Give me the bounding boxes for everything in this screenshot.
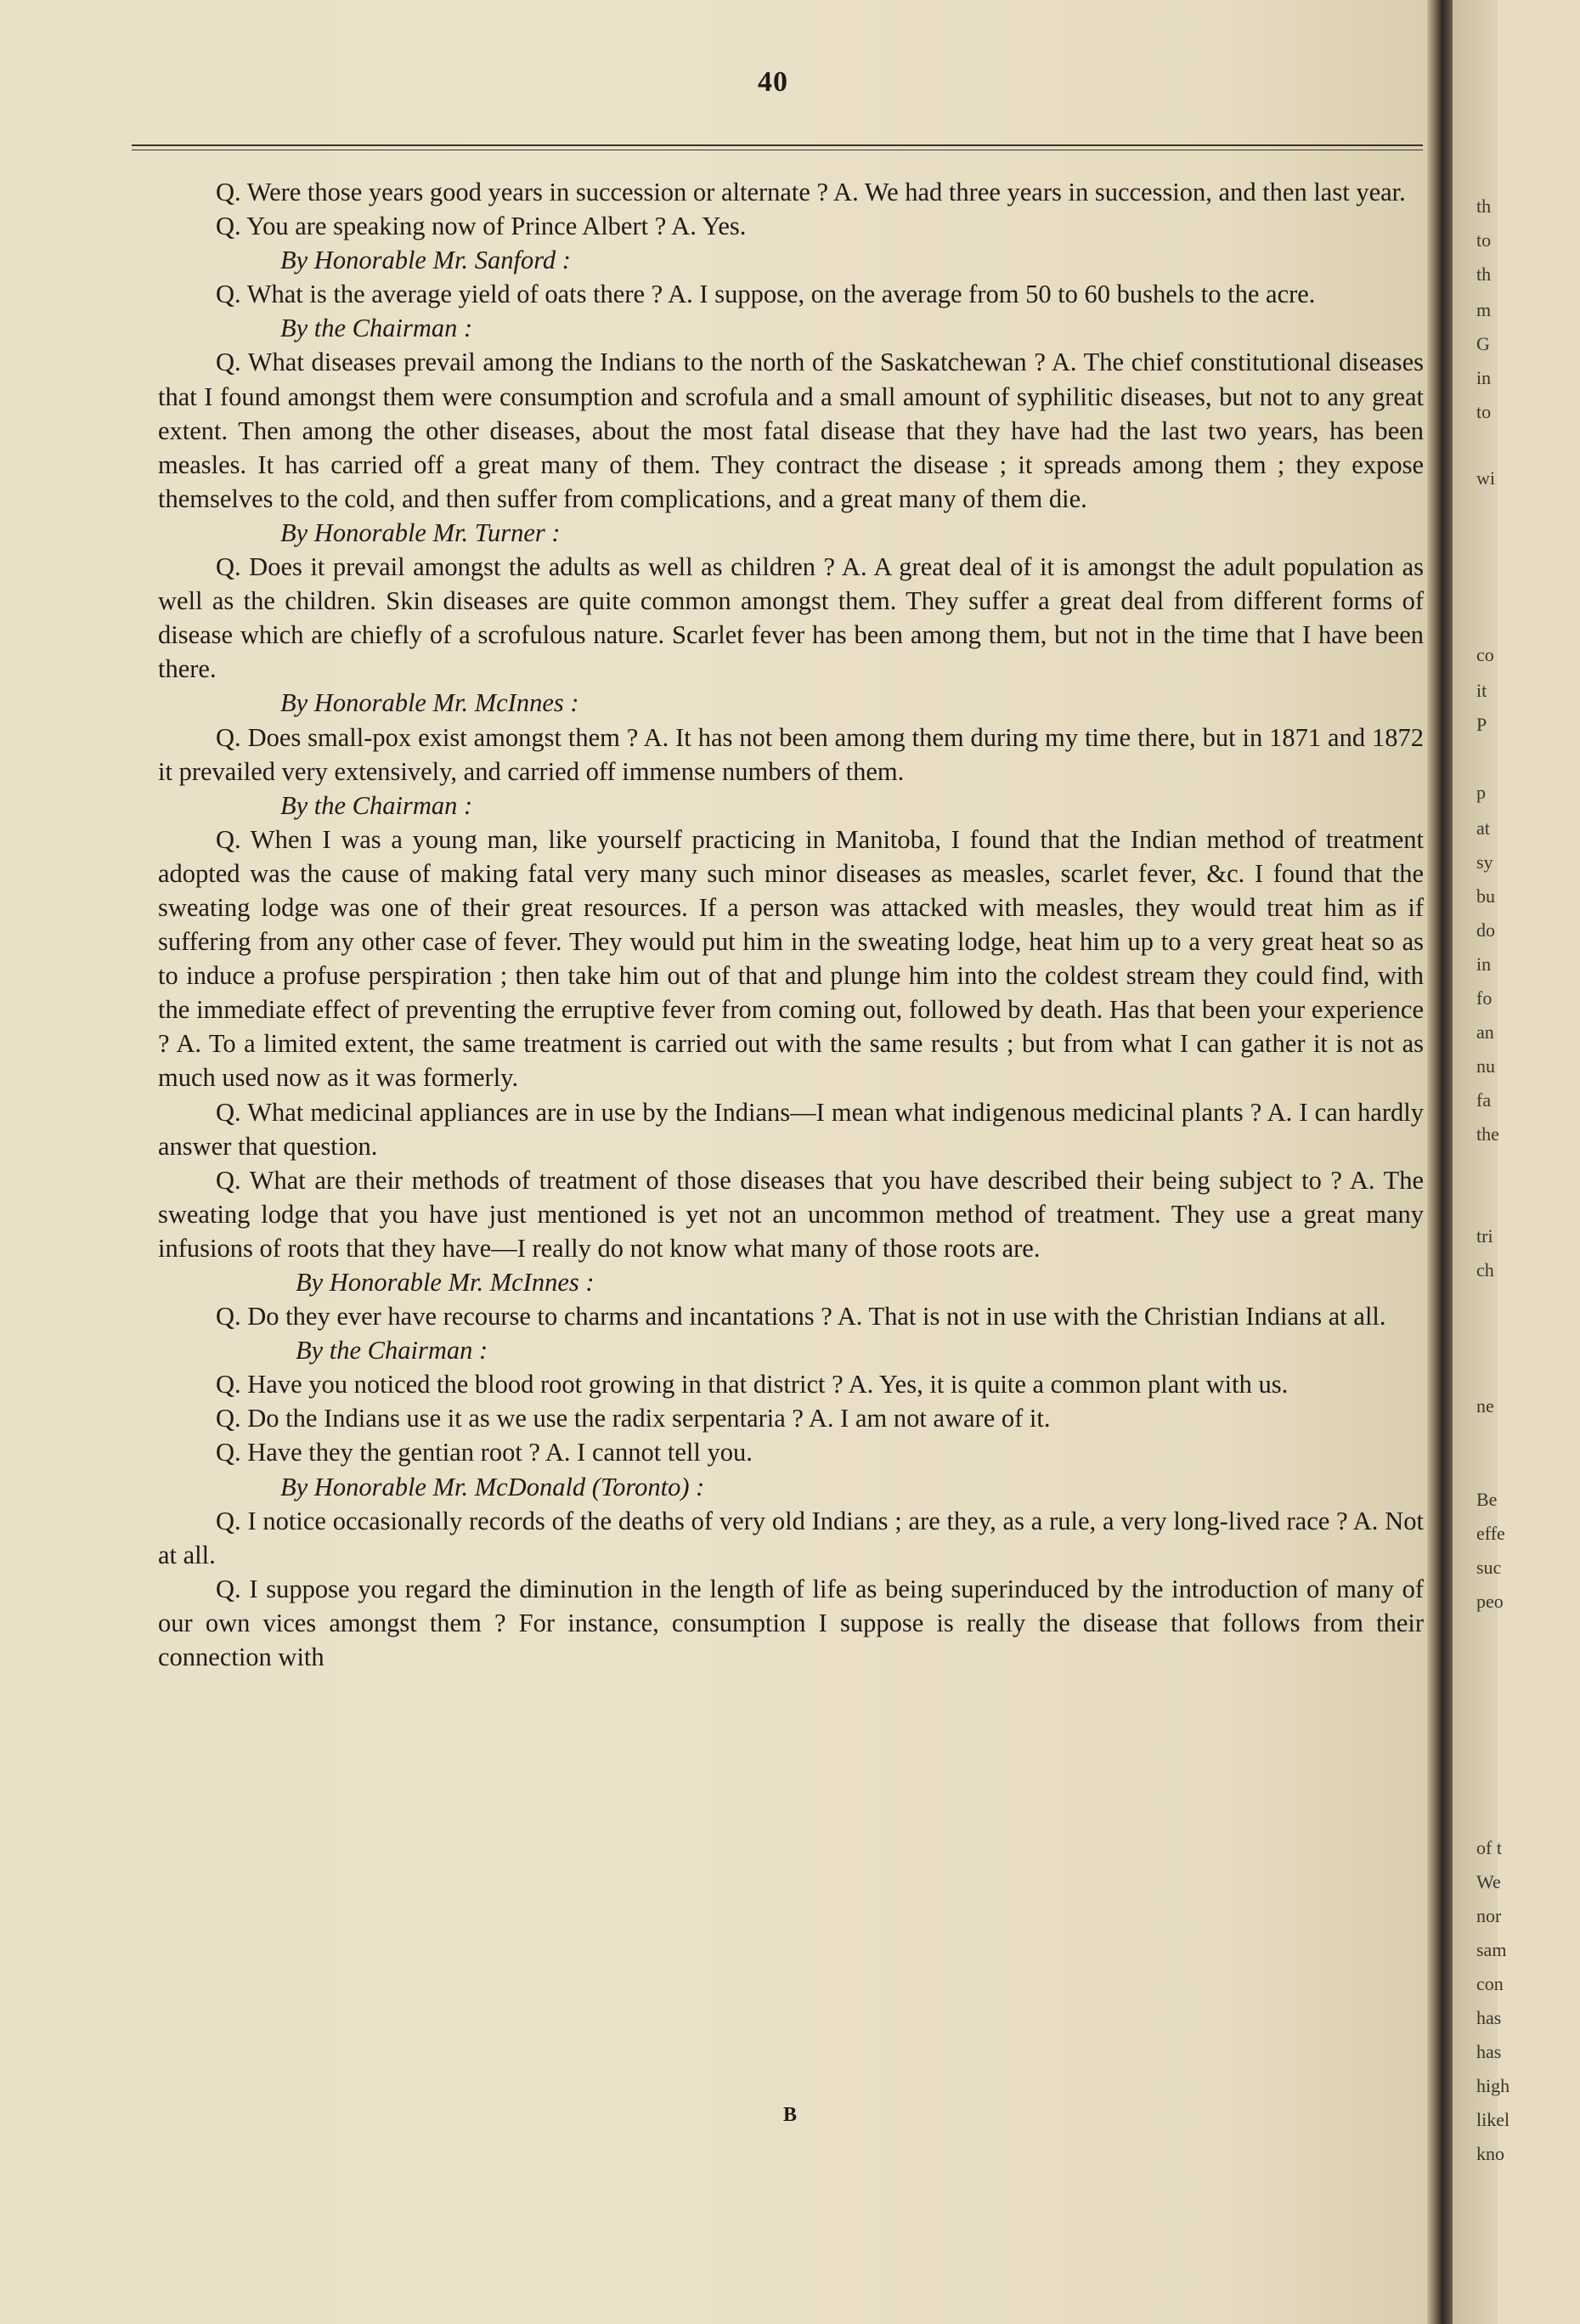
- adjacent-page-fragment: to: [1476, 229, 1492, 251]
- question-paragraph: Q. I suppose you regard the diminution in the length of life as being superinduced by the introduction of many of our own vices amongst them ? For instance, consumption I suppose is really the disease that follows from their connection with: [158, 1574, 1424, 1672]
- adjacent-page-fragment: co: [1476, 644, 1494, 665]
- question-paragraph: Q. You are speaking now of Prince Albert ? A. Yes.: [216, 212, 747, 241]
- adjacent-page-fragment: con: [1476, 1973, 1504, 1994]
- speaker-heading: By Honorable Mr. McInnes :: [280, 688, 579, 718]
- binding-gutter: [1427, 0, 1453, 2324]
- speaker-heading: By the Chairman :: [280, 314, 473, 343]
- adjacent-page-fragment: p: [1476, 782, 1486, 803]
- adjacent-page-fragment: do: [1476, 919, 1495, 941]
- adjacent-page-fragment: wi: [1476, 467, 1495, 489]
- signature-mark: B: [782, 2104, 797, 2126]
- speaker-heading: By Honorable Mr. McInnes :: [296, 1268, 595, 1297]
- question-paragraph: Q. What are their methods of treatment of those diseases that you have described their being subject to ? A. The sweating lodge that you have just mentioned is yet not an uncommon method of treatment. They use a great many infusions of roots that they have—I really do not know what many of those roots are.: [158, 1165, 1424, 1263]
- adjacent-page-fragment: tri: [1476, 1225, 1493, 1247]
- question-paragraph: Q. What medicinal appliances are in use by the Indians—I mean what indigenous medicinal plants ? A. I can hardly answer that question.: [158, 1097, 1424, 1161]
- adjacent-page-fragment: fa: [1476, 1089, 1492, 1111]
- adjacent-page-fragment: likel: [1476, 2109, 1510, 2130]
- speaker-heading: By Honorable Mr. Turner :: [280, 517, 561, 547]
- adjacent-page-fragment: effe: [1476, 1523, 1505, 1544]
- adjacent-page-fragment: Be: [1476, 1489, 1498, 1510]
- header-rule: [132, 144, 1423, 146]
- adjacent-page-fragment: peo: [1476, 1591, 1504, 1612]
- question-paragraph: Q. What diseases prevail among the Indians to the north of the Saskatchewan ? A. The chief constitutional diseases that I found amongst them were consumption and scrofula and a small amount of syphilitic diseases, but not to any great extent. Then among the other diseases, about the most fatal disease that they have had the last two years, has been measles. It has carried off a great many of them. They contract the disease ; it spreads among them ; they expose themselves to the cold, and then suffer from complications, and a great many of them die.: [158, 348, 1424, 513]
- adjacent-page-edge: [1453, 0, 1510, 2324]
- adjacent-page-fragment: th: [1476, 195, 1492, 217]
- testimony-text: [158, 175, 1424, 1674]
- adjacent-page-fragment: high: [1476, 2075, 1510, 2096]
- adjacent-page-fragment: in: [1476, 367, 1492, 388]
- question-paragraph: Q. Do the Indians use it as we use the radix serpentaria ? A. I am not aware of it.: [216, 1404, 1051, 1433]
- adjacent-page-fragment: the: [1476, 1123, 1499, 1145]
- adjacent-page-fragment: it: [1476, 680, 1487, 701]
- adjacent-page-fragment: m: [1476, 299, 1492, 320]
- adjacent-page-fragment: P: [1476, 714, 1487, 735]
- question-paragraph: Q. Have they the gentian root ? A. I cannot tell you.: [216, 1438, 753, 1467]
- question-paragraph: Q. Does small-pox exist amongst them ? A. It has not been among them during my time there, but in 1871 and 1872 it prevailed very extensively, and carried off immense numbers of them.: [158, 722, 1424, 786]
- adjacent-page-fragment: an: [1476, 1021, 1494, 1043]
- adjacent-page-fragment: kno: [1476, 2143, 1504, 2164]
- question-paragraph: Q. Do they ever have recourse to charms and incantations ? A. That is not in use with the Christian Indians at all.: [216, 1302, 1386, 1332]
- adjacent-page-fragment: suc: [1476, 1557, 1502, 1578]
- question-paragraph: Q. Have you noticed the blood root growing in that district ? A. Yes, it is quite a common plant with us.: [216, 1370, 1289, 1399]
- question-paragraph: Q. Does it prevail amongst the adults as well as children ? A. A great deal of it is amongst the adult population as well as the children. Skin diseases are quite common amongst them. They suffer a great deal from different forms of disease which are chiefly of a scrofulous nature. Scarlet fever has been among them, but not in the time that I have been there.: [158, 552, 1424, 684]
- adjacent-page-fragment: bu: [1476, 885, 1495, 907]
- question-paragraph: Q. Were those years good years in succession or alternate ? A. We had three years in succession, and then last year.: [216, 178, 1406, 206]
- adjacent-page-fragment: nu: [1476, 1055, 1495, 1077]
- adjacent-page-fragment: at: [1476, 817, 1490, 839]
- adjacent-page-fragment: We: [1476, 1871, 1501, 1892]
- adjacent-page-fragment: fo: [1476, 987, 1493, 1009]
- adjacent-page-fragment: G: [1476, 333, 1490, 354]
- question-paragraph: Q. What is the average yield of oats there ? A. I suppose, on the average from 50 to 60 bushels to the acre.: [216, 280, 1316, 309]
- speaker-heading: By Honorable Mr. Sanford :: [280, 246, 571, 275]
- adjacent-page-fragment: nor: [1476, 1905, 1502, 1926]
- adjacent-page-fragment: ch: [1476, 1259, 1494, 1281]
- speaker-heading: By Honorable Mr. McDonald (Toronto) :: [280, 1472, 705, 1501]
- adjacent-page-fragment: th: [1476, 263, 1492, 285]
- adjacent-page-fragment: sam: [1476, 1939, 1507, 1960]
- page-number: 40: [758, 66, 788, 98]
- question-paragraph: Q. When I was a young man, like yourself practicing in Manitoba, I found that the Indian method of treatment adopted was the cause of making fatal very many such minor diseases as measles, scarlet fever, &c. I found that the sweating lodge was one of their great resources. If a person was attacked with measles, they would treat him as if suffering from any other case of fever. They would put him in the sweating lodge, heat him up to a very great heat so as to induce a profuse perspiration ; then take him out of that and plunge him into the coldest stream they could find, with the immediate effect of preventing the erruptive fever from coming out, followed by death. Has that been your experience ? A. To a limited extent, the same treatment is carried out with the same results ; but from what I can gather it is not as much used now as it was formerly.: [158, 824, 1424, 1093]
- question-paragraph: Q. I notice occasionally records of the deaths of very old Indians ; are they, as a rule, a very long-lived race ? A. Not at all.: [158, 1506, 1424, 1569]
- adjacent-page-fragment: has: [1476, 2007, 1502, 2028]
- speaker-heading: By the Chairman :: [280, 790, 473, 820]
- adjacent-page-fragment: ne: [1476, 1395, 1494, 1416]
- adjacent-page-fragment: to: [1476, 401, 1492, 422]
- speaker-heading: By the Chairman :: [296, 1336, 488, 1366]
- adjacent-page-fragment: in: [1476, 953, 1492, 975]
- adjacent-page-fragment: has: [1476, 2041, 1502, 2062]
- adjacent-page-fragment: of t: [1476, 1837, 1502, 1858]
- adjacent-page-fragment: sy: [1476, 851, 1493, 873]
